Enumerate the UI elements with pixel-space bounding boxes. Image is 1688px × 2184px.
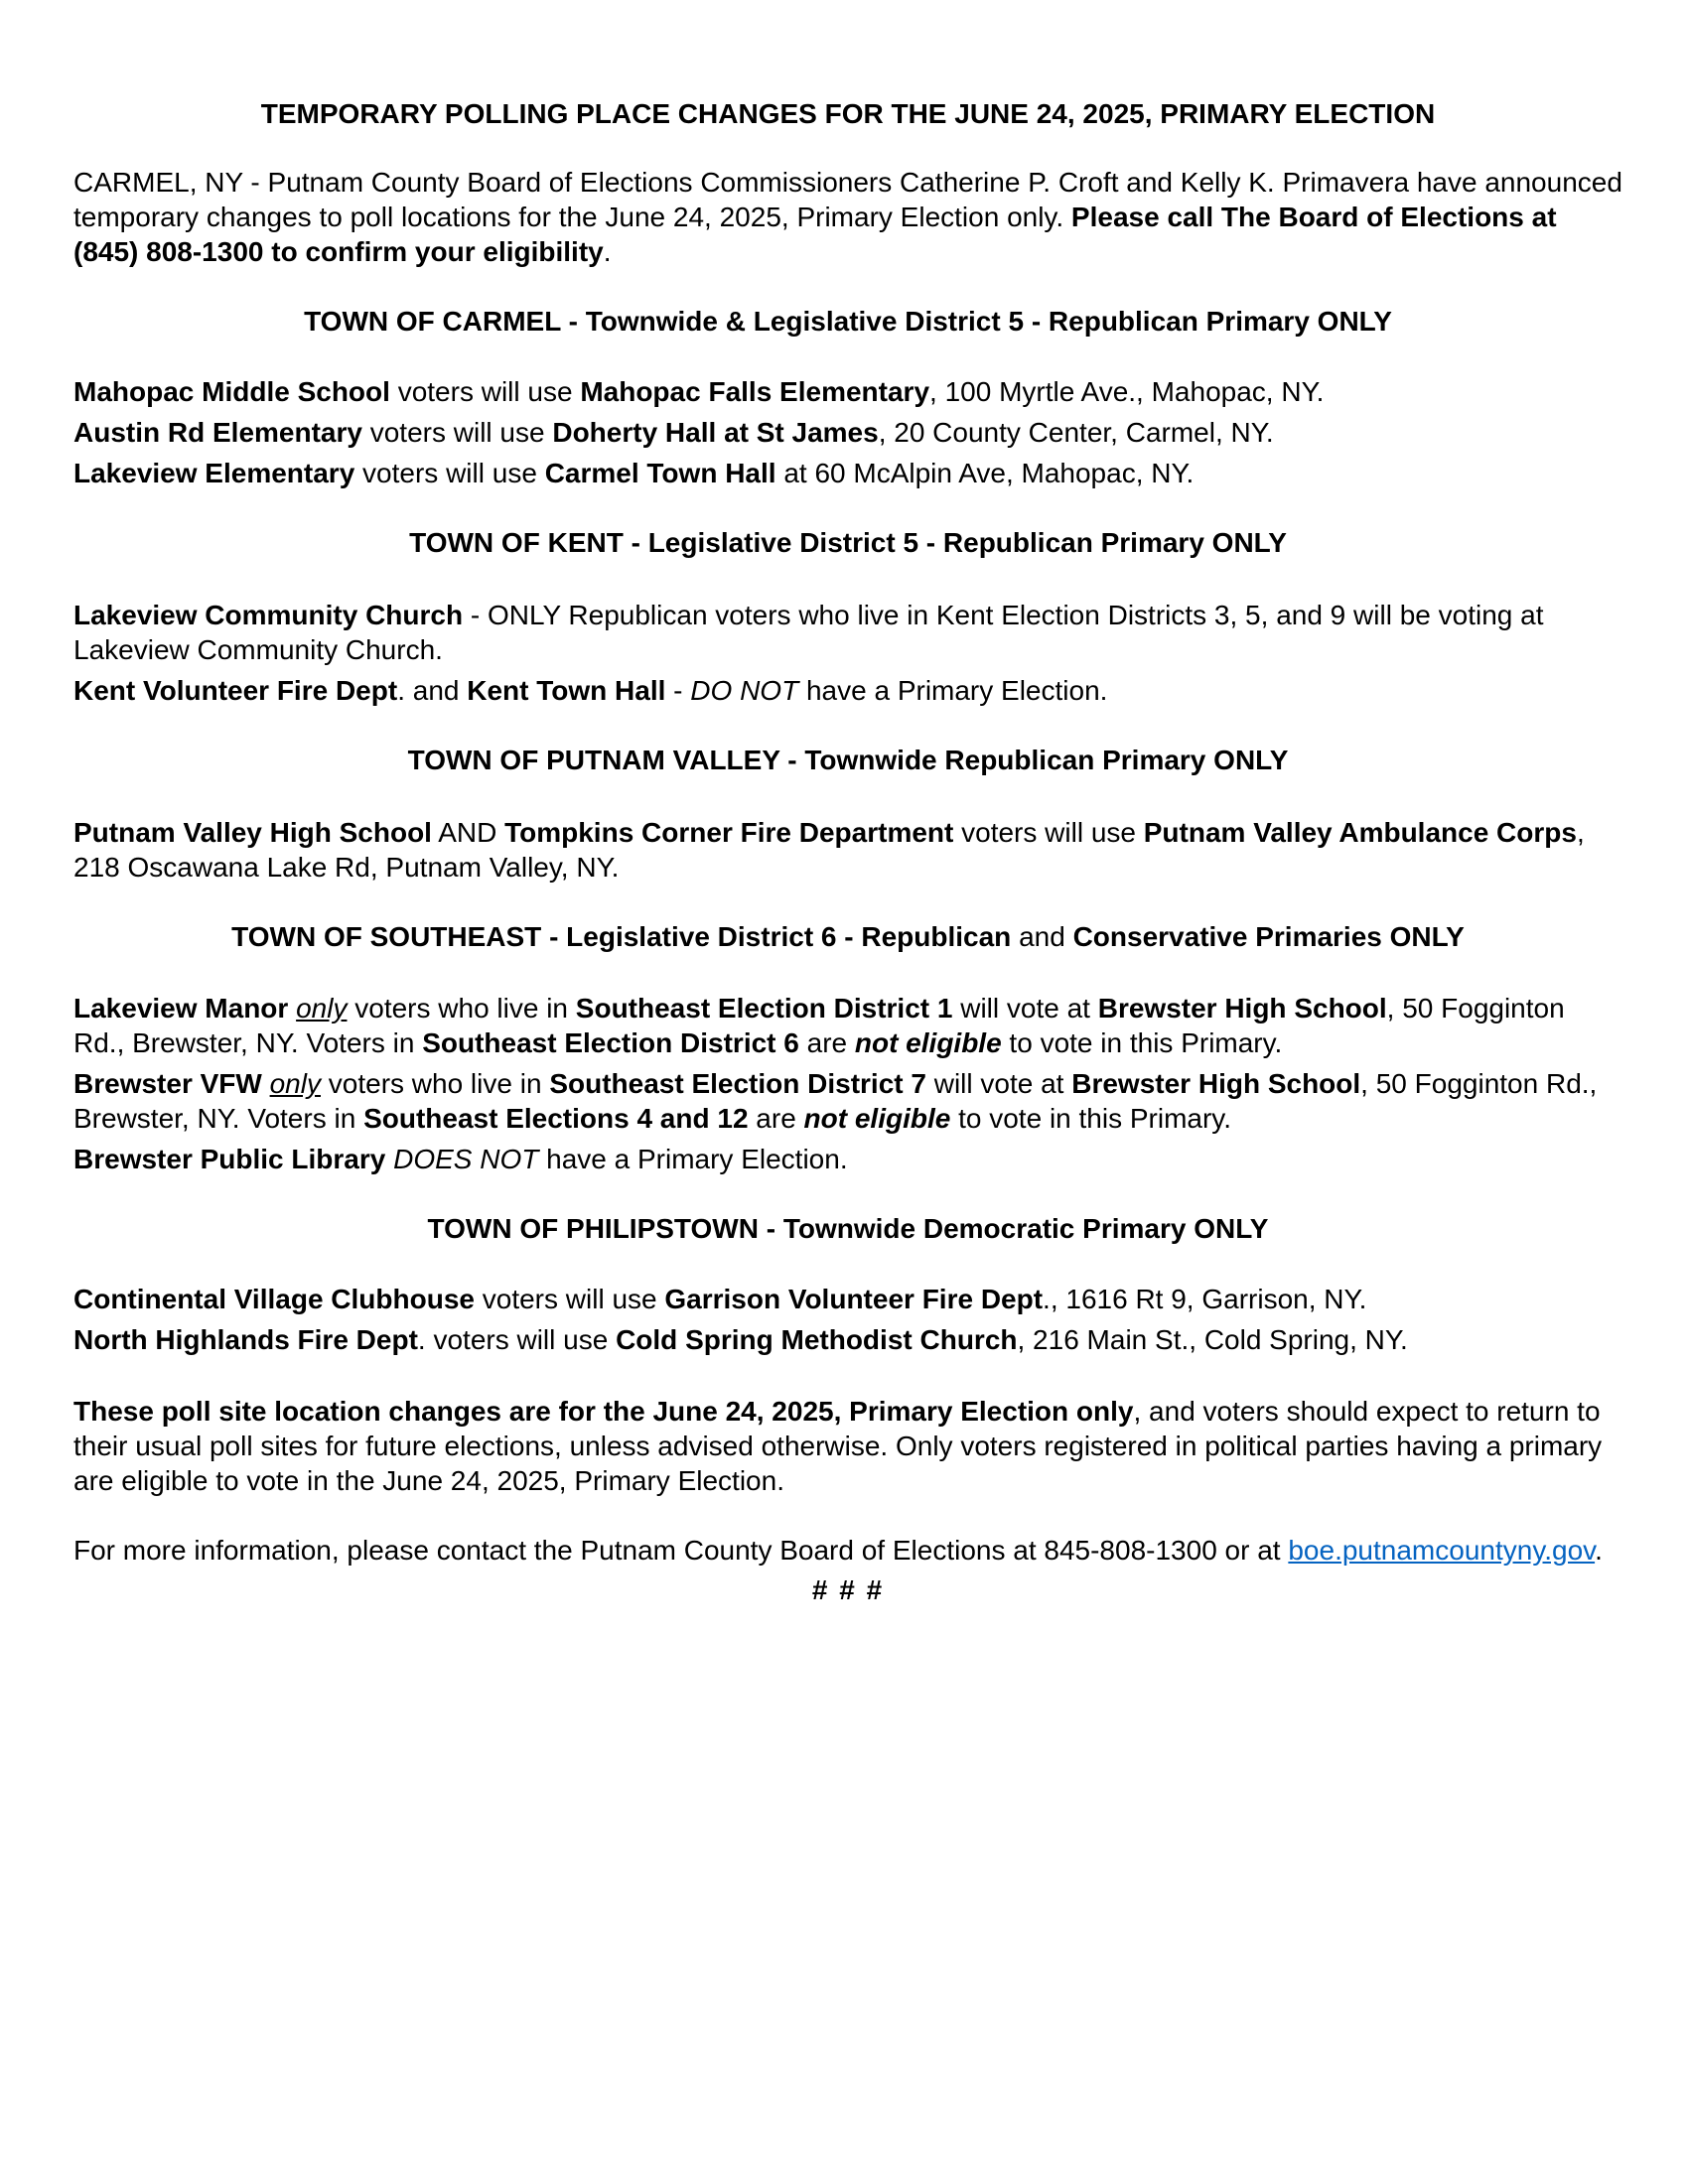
address: , 100 Myrtle Ave., Mahopac, NY.: [929, 376, 1325, 407]
poll-site-new: Carmel Town Hall: [544, 458, 776, 488]
emphasis: only: [296, 993, 348, 1024]
document-title: TEMPORARY POLLING PLACE CHANGES FOR THE JUNE 24, 2025, PRIMARY ELECTION: [260, 98, 1436, 129]
text: to vote in this Primary.: [950, 1103, 1232, 1134]
southeast-line-1: [73, 991, 1622, 1060]
text: voters will use: [354, 458, 545, 488]
text: will vote at: [925, 1068, 1072, 1099]
address: at 60 McAlpin Ave, Mahopac, NY.: [775, 458, 1195, 488]
closing-paragraph: [73, 1394, 1622, 1498]
text: voters will use: [953, 817, 1144, 848]
election-district: Southeast Election District 6: [422, 1027, 799, 1058]
putnam-valley-line-1: [73, 815, 1622, 885]
carmel-line-2: [73, 415, 1622, 450]
poll-site-old: Lakeview Manor: [73, 993, 289, 1024]
text: . voters will use: [417, 1324, 617, 1355]
poll-site-new: Mahopac Falls Elementary: [580, 376, 930, 407]
address: , 218 Oscawana Lake Rd, Putnam Valley, NY.: [73, 817, 1585, 883]
poll-site-new: Brewster High School: [1097, 993, 1387, 1024]
emphasis: only: [269, 1068, 321, 1099]
putnam-valley-section: [73, 815, 1622, 885]
text: voters will use: [474, 1284, 665, 1314]
philipstown-line-2: [73, 1322, 1622, 1357]
board-website-link[interactable]: boe.putnamcountyny.gov: [1288, 1535, 1596, 1566]
poll-site-old: Tompkins Corner Fire Department: [504, 817, 954, 848]
election-district: Southeast Elections 4 and 12: [363, 1103, 749, 1134]
closing-emphasis: These poll site location changes are for the June 24, 2025, Primary Election only: [73, 1396, 1134, 1427]
text: . and: [397, 675, 468, 706]
philipstown-line-1: [73, 1282, 1622, 1316]
carmel-line-1: [73, 374, 1622, 409]
carmel-line-3: [73, 456, 1622, 490]
text: voters will use: [389, 376, 581, 407]
poll-site-new: Brewster High School: [1071, 1068, 1361, 1099]
poll-site-old: Kent Volunteer Fire Dept: [73, 675, 398, 706]
text: have a Primary Election.: [538, 1144, 848, 1174]
text: are: [748, 1103, 804, 1134]
intro-text: CARMEL, NY - Putnam County Board of Elections Commissioners Catherine P. Croft and Kelly K. Primavera have announced temporary changes to poll locations for the June 24, 2025, Primary Election only.: [73, 167, 1622, 232]
southeast-heading: [73, 919, 1622, 954]
kent-heading: TOWN OF KENT - Legislative District 5 - Republican Primary ONLY: [409, 527, 1287, 558]
carmel-section: [73, 374, 1622, 490]
emphasis: DO NOT: [690, 675, 799, 706]
southeast-line-2: [73, 1066, 1622, 1136]
address: , 20 County Center, Carmel, NY.: [878, 417, 1274, 448]
election-district: Southeast Election District 7: [549, 1068, 926, 1099]
intro-end: .: [603, 236, 612, 267]
kent-section: [73, 598, 1622, 708]
poll-site-old: Kent Town Hall: [467, 675, 666, 706]
poll-site-old: Lakeview Elementary: [73, 458, 355, 488]
text: , 50 Fogginton Rd., Brewster, NY. Voters in: [73, 993, 1565, 1058]
closing-text: , and voters should expect to return to their usual poll sites for future elections, unless advised otherwise. Only voters registered in political parties having a primary are eligible to vote in the June 24, 2025, Primary Election.: [73, 1396, 1603, 1496]
poll-site-old: Brewster Public Library: [73, 1144, 386, 1174]
text: voters who live in: [347, 993, 576, 1024]
southeast-line-3: [73, 1142, 1622, 1176]
heading-part: Conservative Primaries ONLY: [1072, 921, 1465, 952]
carmel-heading: TOWN OF CARMEL - Townwide & Legislative District 5 - Republican Primary ONLY: [304, 306, 1392, 337]
election-district: Southeast Election District 1: [575, 993, 953, 1024]
address: , 216 Main St., Cold Spring, NY.: [1017, 1324, 1408, 1355]
text: to vote in this Primary.: [1001, 1027, 1283, 1058]
text: are: [798, 1027, 855, 1058]
poll-site-new: Garrison Volunteer Fire Dept: [664, 1284, 1044, 1314]
poll-site-new: Cold Spring Methodist Church: [616, 1324, 1018, 1355]
text: will vote at: [952, 993, 1098, 1024]
text: have a Primary Election.: [798, 675, 1108, 706]
intro-call-notice: Please call The Board of Elections at (845) 808-1300 to confirm your eligibility: [73, 202, 1557, 267]
text: -: [665, 675, 691, 706]
text: , 50 Fogginton Rd., Brewster, NY. Voters in: [73, 1068, 1598, 1134]
contact-text: For more information, please contact the Putnam County Board of Elections at 845-808-1300 or at: [73, 1535, 1289, 1566]
text: voters will use: [361, 417, 553, 448]
contact-end: .: [1595, 1535, 1603, 1566]
press-release: [73, 0, 1622, 1607]
emphasis: DOES NOT: [393, 1144, 539, 1174]
philipstown-heading: TOWN OF PHILIPSTOWN - Townwide Democratic Primary ONLY: [427, 1213, 1269, 1244]
emphasis: not eligible: [803, 1103, 951, 1134]
poll-site-old: Putnam Valley High School: [73, 817, 432, 848]
poll-site-old: Brewster VFW: [73, 1068, 262, 1099]
address: ., 1616 Rt 9, Garrison, NY.: [1043, 1284, 1367, 1314]
text: voters who live in: [320, 1068, 550, 1099]
poll-site-new: Doherty Hall at St James: [552, 417, 879, 448]
philipstown-section: [73, 1282, 1622, 1357]
poll-site-old: Continental Village Clubhouse: [73, 1284, 475, 1314]
intro-paragraph: [73, 165, 1622, 269]
poll-site-new: Putnam Valley Ambulance Corps: [1143, 817, 1577, 848]
text: AND: [431, 817, 505, 848]
kent-line-1: [73, 598, 1622, 667]
contact-paragraph: [73, 1533, 1622, 1568]
southeast-section: [73, 991, 1622, 1176]
emphasis: not eligible: [854, 1027, 1002, 1058]
putnam-valley-heading: TOWN OF PUTNAM VALLEY - Townwide Republican Primary ONLY: [407, 745, 1289, 775]
poll-site-old: North Highlands Fire Dept: [73, 1324, 418, 1355]
poll-site-old: Lakeview Community Church: [73, 600, 464, 630]
end-mark: # # #: [811, 1574, 885, 1605]
kent-line-2: [73, 673, 1622, 708]
poll-site-old: Mahopac Middle School: [73, 376, 390, 407]
poll-site-old: Austin Rd Elementary: [73, 417, 362, 448]
heading-part: and: [1011, 921, 1073, 952]
heading-part: TOWN OF SOUTHEAST - Legislative District 6 - Republican: [231, 921, 1012, 952]
text: - ONLY Republican voters who live in Kent Election Districts 3, 5, and 9 will be voting at Lakeview Community Church.: [73, 600, 1544, 665]
